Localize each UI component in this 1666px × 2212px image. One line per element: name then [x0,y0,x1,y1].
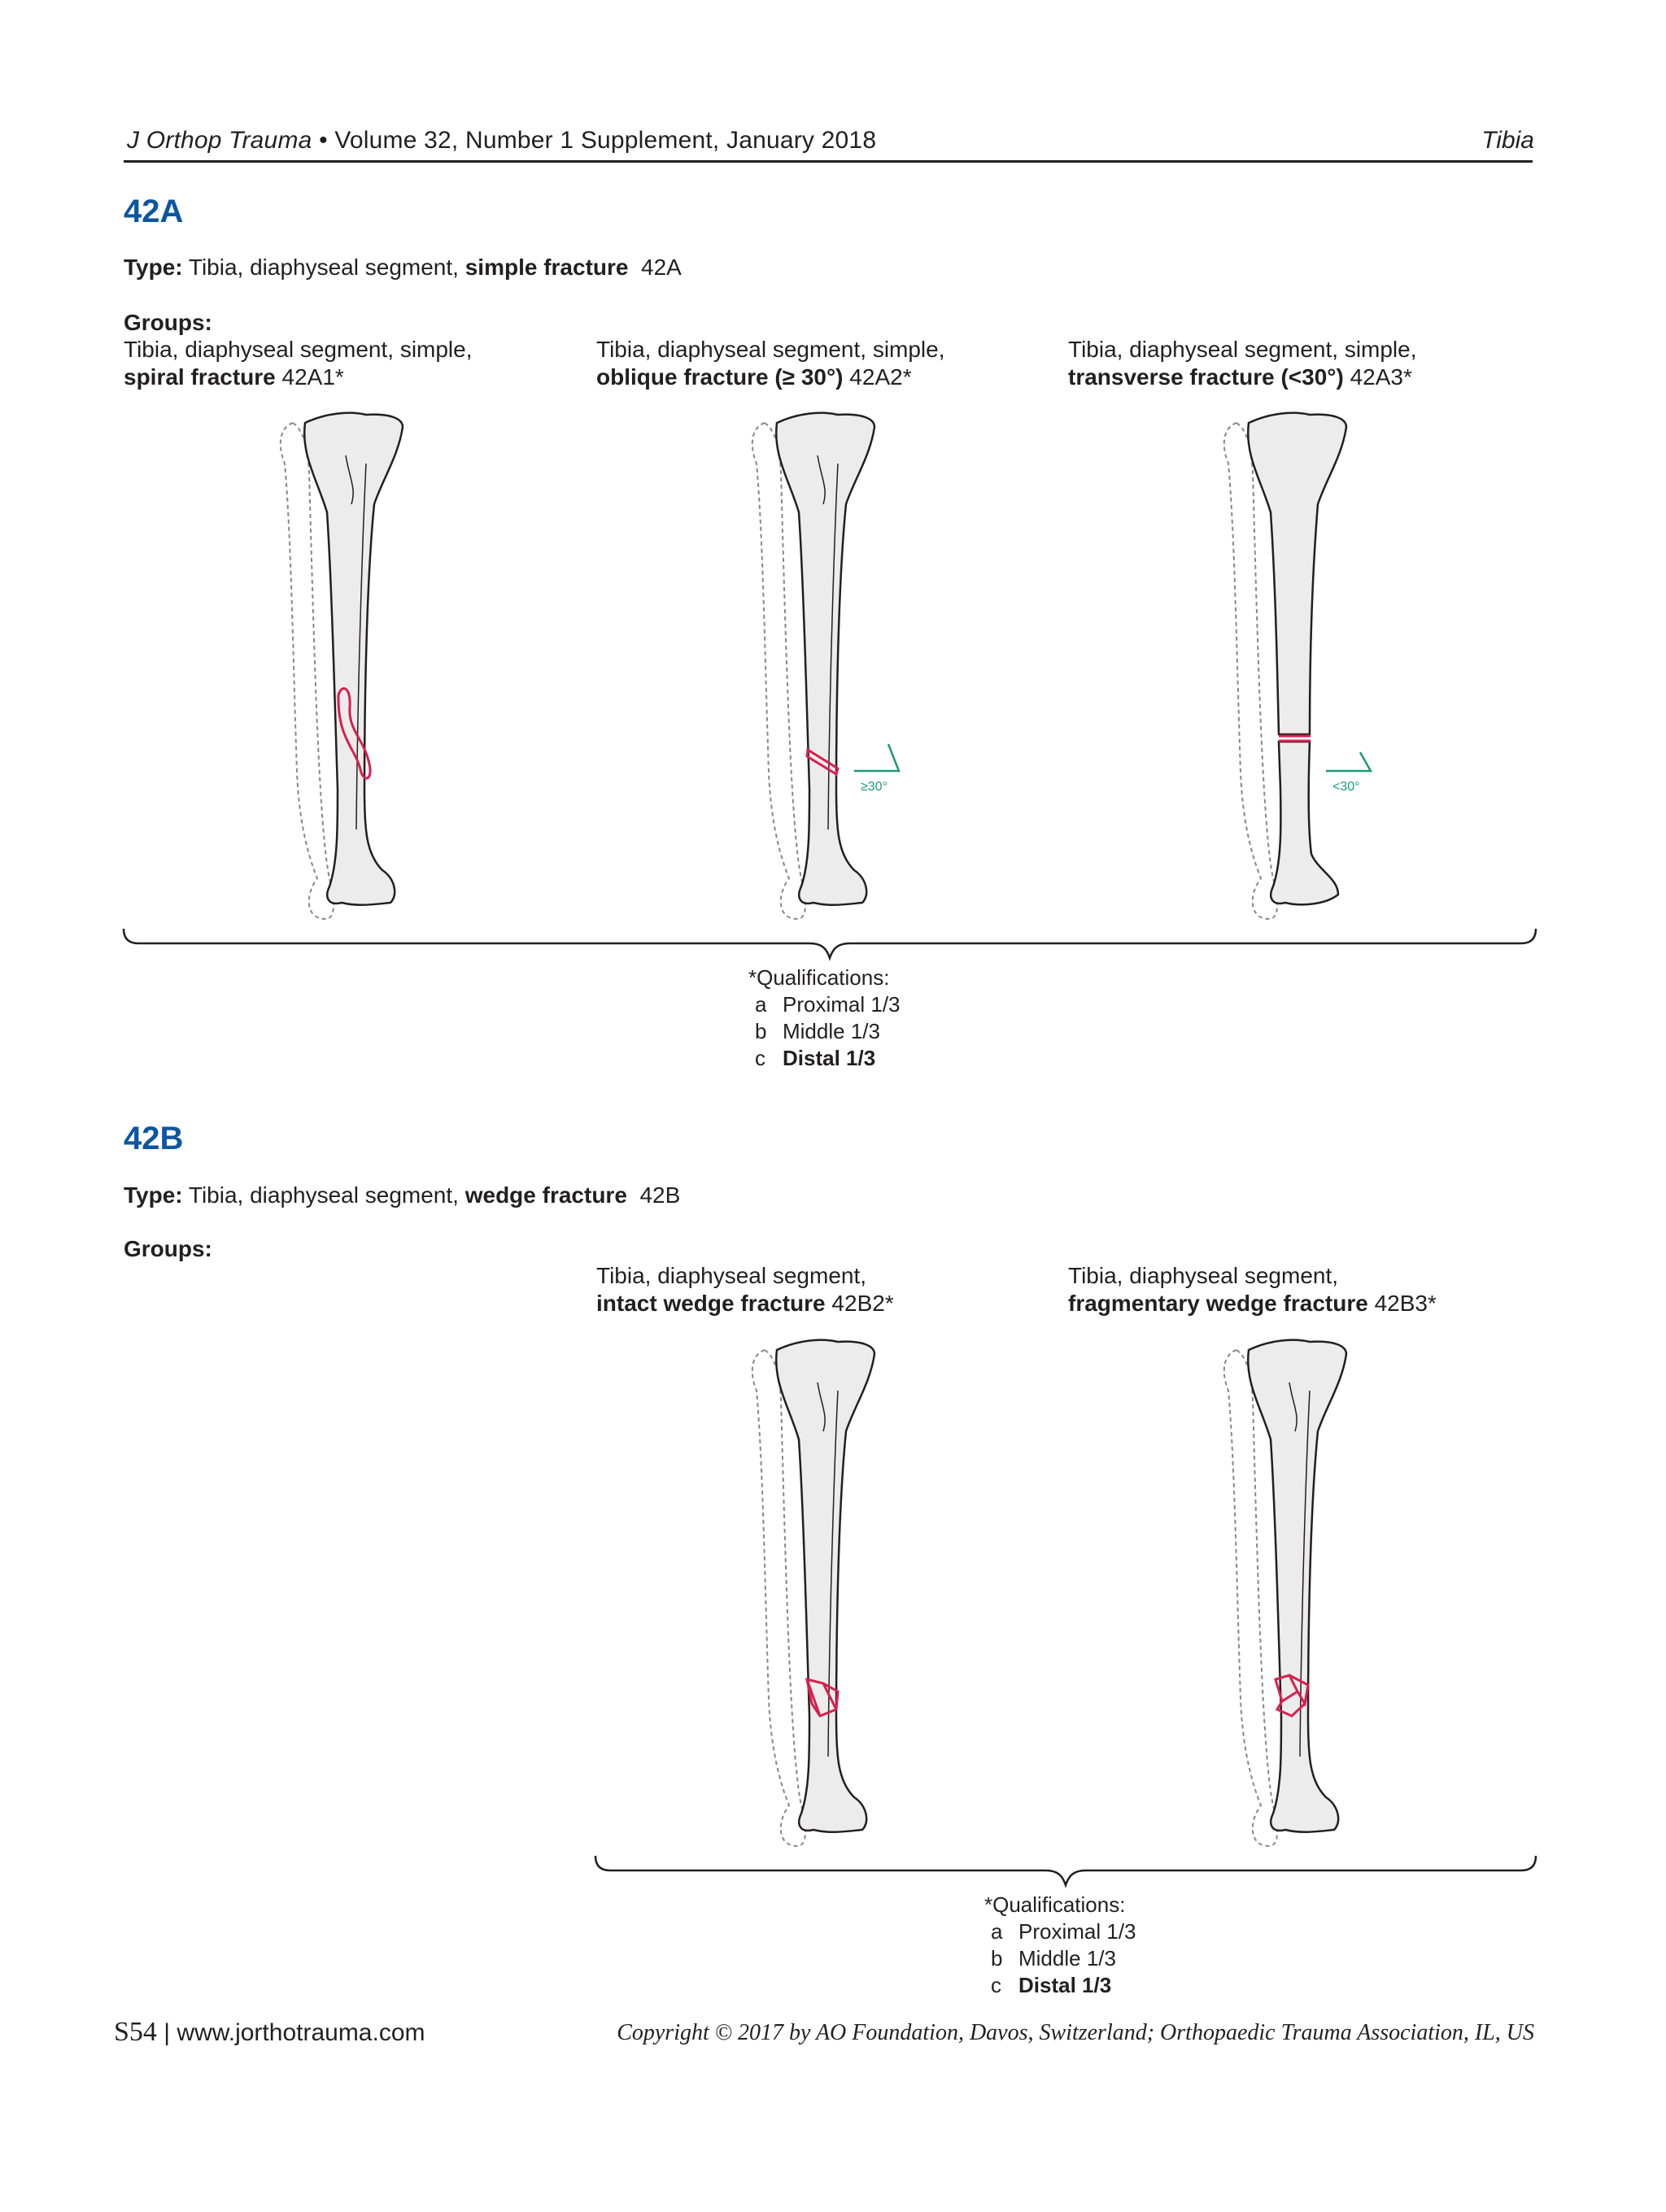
copyright: Copyright © 2017 by AO Foundation, Davos, Switzerland; Orthopaedic Trauma Association, IL, US [617,2020,1534,2045]
section-b-groups-label: Groups: [124,1236,212,1261]
caption-code: 42A3* [1350,364,1412,390]
angle-marker [1326,752,1371,771]
footer-separator: | [164,2019,171,2046]
qualifications-title: *Qualifications: [748,965,890,990]
caption-bold: transverse fracture (<30°) [1068,364,1344,390]
qualification-item: c Distal 1/3 [755,1046,876,1070]
type-label: Type: [124,255,183,280]
page-number: S54 [114,2017,157,2047]
tibia-outline [776,413,874,905]
brace-section-b [594,1854,1537,1887]
caption-code: 42B3* [1374,1291,1437,1316]
bullet: • [319,127,328,154]
qualification-item: c Distal 1/3 [991,1973,1112,1997]
section-a-title: 42A [124,194,184,229]
qualification-item: b Middle 1/3 [755,1019,880,1043]
qualification-item: a Proximal 1/3 [991,1919,1136,1944]
tibia-outline [776,1340,874,1832]
caption-bold: spiral fracture [124,364,276,390]
caption-code: 42A2* [849,364,912,390]
caption-line: Tibia, diaphyseal segment, simple, [124,337,473,362]
section-b-type [124,1182,680,1208]
tibia-lower [1271,742,1338,904]
tibia-42B3-illustration [1204,1334,1367,1854]
tibia-42A1-illustration [260,407,423,927]
tibia-42B2-illustration [732,1334,895,1854]
group-caption-42A3 [1068,336,1417,391]
caption-code: 42B2* [831,1291,894,1316]
footer-left [114,2017,425,2048]
qualifications-title: *Qualifications: [984,1892,1126,1917]
header-rule [124,160,1533,163]
angle-marker [854,744,899,771]
section-a-groups-label: Groups: [124,310,212,335]
angle-label: <30° [1332,780,1360,794]
type-text: Tibia, diaphyseal segment, [188,1182,459,1208]
type-text: Tibia, diaphyseal segment, [188,255,459,280]
type-code: 42A [641,255,682,280]
caption-code: 42A1* [281,364,344,390]
caption-line: Tibia, diaphyseal segment, simple, [1068,337,1417,362]
caption-line: Tibia, diaphyseal segment, [1068,1263,1339,1288]
qualification-item: b Middle 1/3 [991,1946,1116,1970]
type-label: Type: [124,1182,183,1208]
type-bold: simple fracture [464,255,629,280]
group-caption-42B3 [1068,1262,1437,1317]
type-code: 42B [639,1182,681,1208]
brace-section-a [122,927,1537,960]
journal-name: J Orthop Trauma [127,127,312,154]
caption-bold: fragmentary wedge fracture [1068,1291,1368,1316]
tibia-outline [1248,1340,1346,1832]
tibia-upper [1248,413,1346,734]
running-head [127,127,876,155]
qualifications-b [984,1892,1136,1999]
tibia-42A3-illustration [1204,407,1415,927]
section-name: Tibia [1481,127,1534,154]
caption-line: Tibia, diaphyseal segment, [596,1263,867,1288]
transverse-fracture-line [1279,736,1311,741]
section-a-type [124,255,682,281]
tibia-42A2-illustration [732,407,944,927]
journal-url[interactable]: www.jorthotrauma.com [177,2019,425,2046]
caption-line: Tibia, diaphyseal segment, simple, [596,337,945,362]
tibia-outline [304,413,403,905]
caption-bold: oblique fracture (≥ 30°) [596,364,844,390]
group-caption-42A1 [124,336,473,391]
qualification-item: a Proximal 1/3 [755,992,901,1017]
angle-label: ≥30° [861,780,888,794]
group-caption-42A2 [596,336,945,391]
qualifications-a [748,964,901,1072]
caption-bold: intact wedge fracture [596,1291,826,1316]
type-bold: wedge fracture [464,1182,627,1208]
group-caption-42B2 [596,1262,894,1317]
section-b-title: 42B [124,1121,184,1156]
issue-info: Volume 32, Number 1 Supplement, January 2018 [334,127,877,154]
